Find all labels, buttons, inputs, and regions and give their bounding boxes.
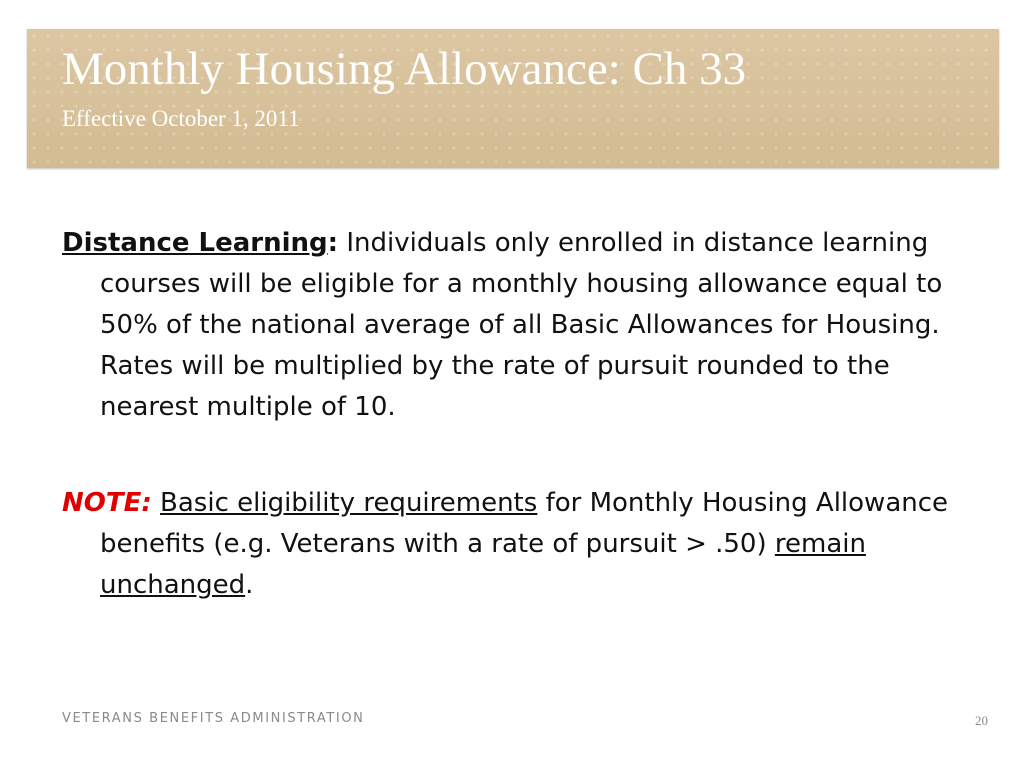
note-end: .: [245, 570, 254, 600]
term-colon: :: [327, 228, 339, 258]
footer-organization: VETERANS BENEFITS ADMINISTRATION: [62, 711, 365, 726]
distance-learning-term: Distance Learning: [62, 228, 328, 258]
slide-subtitle: Effective October 1, 2011: [62, 106, 300, 131]
basic-eligibility-requirements: Basic eligibility requirements: [160, 488, 538, 518]
note-label: NOTE:: [62, 488, 152, 518]
note-text: for Monthly Housing Allowance benefits (e.g. Veterans with a rate of pursuit > .50): [100, 488, 949, 559]
distance-learning-text: Individuals only enrolled in distance learning courses will be eligible for a monthly housing allowance equal to 50% of the national average of all Basic Allowances for Housing. Rates will be multiplied by the rate of pursuit rounded to the nearest multiple of 10.: [100, 228, 943, 422]
note-paragraph: [62, 483, 972, 606]
slide-body: [62, 223, 972, 606]
page-number: 20: [975, 713, 988, 728]
slide-title: Monthly Housing Allowance: Ch 33: [62, 43, 747, 95]
distance-learning-paragraph: [62, 223, 972, 428]
remain-unchanged: remain unchanged: [100, 529, 866, 600]
